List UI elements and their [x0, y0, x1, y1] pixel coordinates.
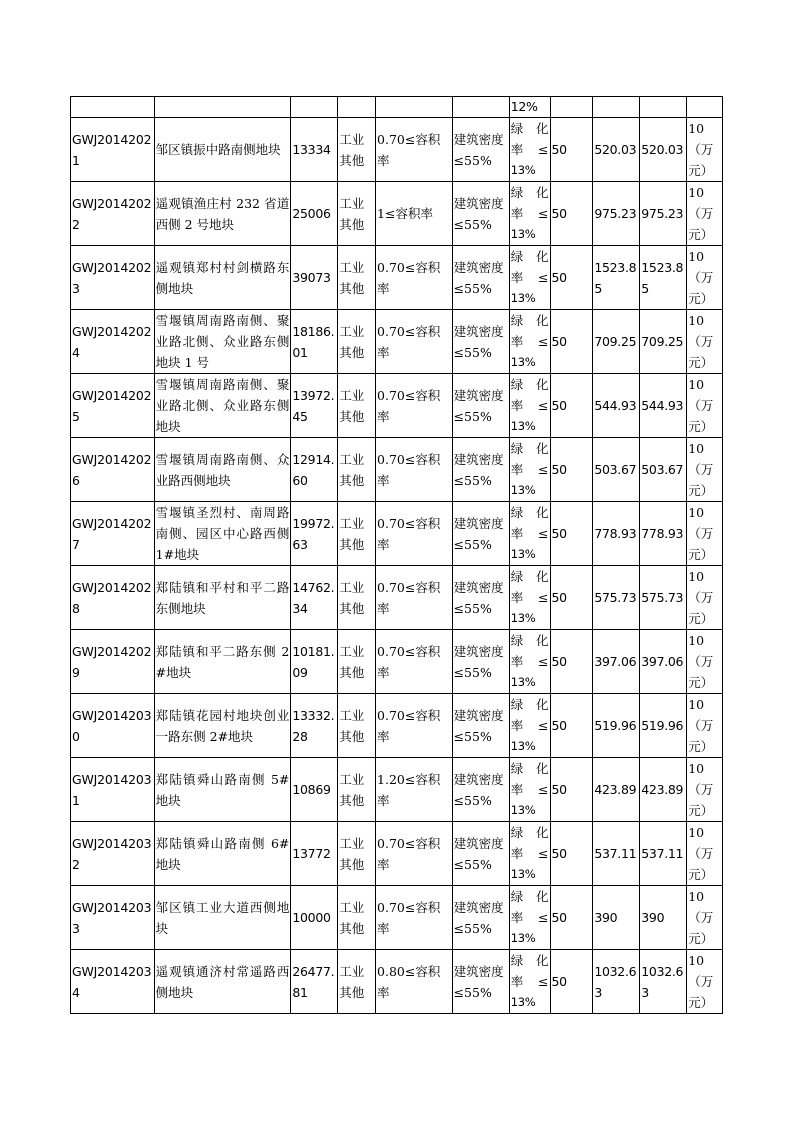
green-rate-value: 13% — [510, 355, 536, 369]
green-rate-value: 13% — [510, 867, 536, 881]
green-label-a: 绿 — [510, 249, 524, 264]
green-label-c: 率 — [510, 270, 524, 285]
parcel-area-cell: 13334 — [291, 118, 338, 182]
parcel-area-cell: 26477.81 — [291, 950, 338, 1014]
green-rate-value: 13% — [510, 611, 536, 625]
table-row — [71, 950, 723, 1014]
starting-price-cell: 397.06 — [593, 630, 640, 694]
starting-price-cell: 778.93 — [593, 502, 640, 566]
parcel-location-cell: 邹区镇振中路南侧地块 — [154, 118, 291, 182]
green-rate-value: 13% — [510, 995, 536, 1009]
term-years-cell: 50 — [550, 822, 593, 886]
building-density-cell: 建筑密度≤55% — [452, 950, 509, 1014]
plot-ratio-cell: 0.70≤容积率 — [376, 310, 453, 374]
land-use-cell: 工业其他 — [338, 758, 376, 822]
cell-empty — [550, 97, 593, 118]
parcel-area-cell: 10869 — [291, 758, 338, 822]
bid-price-cell: 1032.63 — [640, 950, 687, 1014]
parcel-code-cell: GWJ20142028 — [71, 566, 155, 630]
starting-price-cell: 709.25 — [593, 310, 640, 374]
green-label-c: 率 — [510, 334, 524, 349]
green-label-c: 率 — [510, 590, 524, 605]
building-density-cell: 建筑密度≤55% — [452, 438, 509, 502]
parcel-code-cell: GWJ20142032 — [71, 822, 155, 886]
green-label-b: 化 — [535, 825, 549, 840]
deposit-cell: 10（万元） — [687, 374, 723, 438]
term-years-cell: 50 — [550, 566, 593, 630]
deposit-cell: 10（万元） — [687, 950, 723, 1014]
parcel-location-cell: 雪堰镇周南路南侧、聚业路北侧、众业路东侧地块 — [154, 374, 291, 438]
bid-price-cell: 544.93 — [640, 374, 687, 438]
plot-ratio-cell: 0.70≤容积率 — [376, 502, 453, 566]
land-use-cell: 工业其他 — [338, 374, 376, 438]
bid-price-cell: 575.73 — [640, 566, 687, 630]
term-years-cell: 50 — [550, 630, 593, 694]
deposit-cell: 10（万元） — [687, 182, 723, 246]
plot-ratio-cell: 0.70≤容积率 — [376, 566, 453, 630]
cell-empty — [452, 97, 509, 118]
green-label-d: ≤ — [538, 846, 549, 861]
plot-ratio-cell: 0.80≤容积率 — [376, 950, 453, 1014]
table-row — [71, 118, 723, 182]
plot-ratio-cell: 1.20≤容积率 — [376, 758, 453, 822]
green-rate-cell: 12% — [509, 97, 550, 118]
green-label-b: 化 — [535, 889, 549, 904]
parcel-area-cell: 25006 — [291, 182, 338, 246]
green-label-d: ≤ — [538, 462, 549, 477]
cell-empty — [154, 97, 291, 118]
green-rate-cell — [509, 950, 550, 1014]
land-transfer-table — [70, 96, 723, 1014]
starting-price-cell: 423.89 — [593, 758, 640, 822]
green-label-a: 绿 — [510, 953, 524, 968]
green-rate-value: 13% — [510, 803, 536, 817]
plot-ratio-cell: 0.70≤容积率 — [376, 694, 453, 758]
deposit-cell: 10（万元） — [687, 502, 723, 566]
bid-price-cell: 503.67 — [640, 438, 687, 502]
parcel-code-cell: GWJ20142021 — [71, 118, 155, 182]
green-label-d: ≤ — [538, 526, 549, 541]
bid-price-cell: 520.03 — [640, 118, 687, 182]
green-rate-cell — [509, 182, 550, 246]
plot-ratio-cell: 1≤容积率 — [376, 182, 453, 246]
cell-empty — [593, 97, 640, 118]
parcel-code-cell: GWJ20142024 — [71, 310, 155, 374]
parcel-location-cell: 遥观镇郑村村剑横路东侧地块 — [154, 246, 291, 310]
green-rate-cell — [509, 566, 550, 630]
table-row — [71, 822, 723, 886]
starting-price-cell: 544.93 — [593, 374, 640, 438]
deposit-cell: 10（万元） — [687, 310, 723, 374]
table-row — [71, 630, 723, 694]
bid-price-cell: 778.93 — [640, 502, 687, 566]
green-label-d: ≤ — [538, 910, 549, 925]
green-label-c: 率 — [510, 462, 524, 477]
parcel-area-cell: 13772 — [291, 822, 338, 886]
green-label-c: 率 — [510, 654, 524, 669]
green-label-a: 绿 — [510, 313, 524, 328]
parcel-code-cell: GWJ20142026 — [71, 438, 155, 502]
green-label-d: ≤ — [538, 654, 549, 669]
green-rate-cell — [509, 374, 550, 438]
green-rate-cell — [509, 118, 550, 182]
green-rate-value: 13% — [510, 547, 536, 561]
building-density-cell: 建筑密度≤55% — [452, 182, 509, 246]
deposit-cell: 10（万元） — [687, 438, 723, 502]
green-label-a: 绿 — [510, 569, 524, 584]
parcel-location-cell: 雪堰镇周南路南侧、聚业路北侧、众业路东侧地块 1 号 — [154, 310, 291, 374]
green-label-d: ≤ — [538, 590, 549, 605]
land-use-cell: 工业其他 — [338, 822, 376, 886]
building-density-cell: 建筑密度≤55% — [452, 630, 509, 694]
table-row — [71, 374, 723, 438]
bid-price-cell: 519.96 — [640, 694, 687, 758]
term-years-cell: 50 — [550, 246, 593, 310]
green-label-a: 绿 — [510, 825, 524, 840]
building-density-cell: 建筑密度≤55% — [452, 118, 509, 182]
table-row — [71, 182, 723, 246]
green-rate-value: 13% — [510, 675, 536, 689]
land-use-cell: 工业其他 — [338, 246, 376, 310]
green-label-a: 绿 — [510, 441, 524, 456]
green-rate-cell — [509, 438, 550, 502]
term-years-cell: 50 — [550, 502, 593, 566]
parcel-code-cell: GWJ20142034 — [71, 950, 155, 1014]
green-label-b: 化 — [535, 441, 549, 456]
parcel-area-cell: 13972.45 — [291, 374, 338, 438]
green-rate-value: 13% — [510, 419, 536, 433]
green-label-c: 率 — [510, 398, 524, 413]
building-density-cell: 建筑密度≤55% — [452, 694, 509, 758]
plot-ratio-cell: 0.70≤容积率 — [376, 630, 453, 694]
term-years-cell: 50 — [550, 694, 593, 758]
term-years-cell: 50 — [550, 438, 593, 502]
green-label-c: 率 — [510, 782, 524, 797]
deposit-cell: 10（万元） — [687, 886, 723, 950]
green-label-d: ≤ — [538, 398, 549, 413]
green-label-b: 化 — [535, 249, 549, 264]
green-label-b: 化 — [535, 761, 549, 776]
table-row — [71, 758, 723, 822]
term-years-cell: 50 — [550, 758, 593, 822]
parcel-location-cell: 雪堰镇圣烈村、南周路南侧、园区中心路西侧 1#地块 — [154, 502, 291, 566]
land-use-cell: 工业其他 — [338, 566, 376, 630]
green-label-a: 绿 — [510, 889, 524, 904]
land-use-cell: 工业其他 — [338, 694, 376, 758]
cell-empty — [338, 97, 376, 118]
deposit-cell: 10（万元） — [687, 694, 723, 758]
parcel-code-cell: GWJ20142022 — [71, 182, 155, 246]
land-use-cell: 工业其他 — [338, 310, 376, 374]
table-row — [71, 886, 723, 950]
parcel-location-cell: 邹区镇工业大道西侧地块 — [154, 886, 291, 950]
plot-ratio-cell: 0.70≤容积率 — [376, 438, 453, 502]
parcel-location-cell: 遥观镇渔庄村 232 省道西侧 2 号地块 — [154, 182, 291, 246]
building-density-cell: 建筑密度≤55% — [452, 758, 509, 822]
term-years-cell: 50 — [550, 118, 593, 182]
deposit-cell: 10（万元） — [687, 246, 723, 310]
table-row-continued — [71, 97, 723, 118]
bid-price-cell: 423.89 — [640, 758, 687, 822]
green-label-d: ≤ — [538, 270, 549, 285]
green-label-b: 化 — [535, 569, 549, 584]
land-use-cell: 工业其他 — [338, 438, 376, 502]
green-label-a: 绿 — [510, 121, 524, 136]
parcel-area-cell: 39073 — [291, 246, 338, 310]
parcel-location-cell: 雪堰镇周南路南侧、众业路西侧地块 — [154, 438, 291, 502]
green-label-a: 绿 — [510, 633, 524, 648]
green-rate-cell — [509, 310, 550, 374]
deposit-cell: 10（万元） — [687, 566, 723, 630]
parcel-code-cell: GWJ20142030 — [71, 694, 155, 758]
parcel-location-cell: 遥观镇通济村常遥路西侧地块 — [154, 950, 291, 1014]
land-use-cell: 工业其他 — [338, 502, 376, 566]
green-label-a: 绿 — [510, 377, 524, 392]
plot-ratio-cell: 0.70≤容积率 — [376, 118, 453, 182]
term-years-cell: 50 — [550, 310, 593, 374]
parcel-area-cell: 10000 — [291, 886, 338, 950]
table-row — [71, 502, 723, 566]
table-body — [71, 97, 723, 1014]
parcel-code-cell: GWJ20142025 — [71, 374, 155, 438]
land-use-cell: 工业其他 — [338, 950, 376, 1014]
green-rate-cell — [509, 246, 550, 310]
parcel-code-cell: GWJ20142033 — [71, 886, 155, 950]
starting-price-cell: 537.11 — [593, 822, 640, 886]
building-density-cell: 建筑密度≤55% — [452, 374, 509, 438]
parcel-area-cell: 14762.34 — [291, 566, 338, 630]
green-label-d: ≤ — [538, 782, 549, 797]
deposit-cell: 10（万元） — [687, 822, 723, 886]
term-years-cell: 50 — [550, 950, 593, 1014]
building-density-cell: 建筑密度≤55% — [452, 246, 509, 310]
term-years-cell: 50 — [550, 886, 593, 950]
parcel-location-cell: 郑陆镇和平村和平二路东侧地块 — [154, 566, 291, 630]
parcel-code-cell: GWJ20142023 — [71, 246, 155, 310]
parcel-code-cell: GWJ20142029 — [71, 630, 155, 694]
green-label-c: 率 — [510, 206, 524, 221]
green-label-b: 化 — [535, 697, 549, 712]
starting-price-cell: 519.96 — [593, 694, 640, 758]
building-density-cell: 建筑密度≤55% — [452, 822, 509, 886]
term-years-cell: 50 — [550, 182, 593, 246]
green-label-b: 化 — [535, 313, 549, 328]
land-use-cell: 工业其他 — [338, 118, 376, 182]
green-label-c: 率 — [510, 718, 524, 733]
bid-price-cell: 390 — [640, 886, 687, 950]
bid-price-cell: 975.23 — [640, 182, 687, 246]
parcel-location-cell: 郑陆镇舜山路南侧 5#地块 — [154, 758, 291, 822]
deposit-cell: 10（万元） — [687, 118, 723, 182]
parcel-area-cell: 18186.01 — [291, 310, 338, 374]
green-rate-cell — [509, 758, 550, 822]
parcel-area-cell: 10181.09 — [291, 630, 338, 694]
green-label-c: 率 — [510, 846, 524, 861]
building-density-cell: 建筑密度≤55% — [452, 566, 509, 630]
parcel-code-cell: GWJ20142027 — [71, 502, 155, 566]
bid-price-cell: 537.11 — [640, 822, 687, 886]
land-use-cell: 工业其他 — [338, 630, 376, 694]
deposit-cell: 10（万元） — [687, 630, 723, 694]
plot-ratio-cell: 0.70≤容积率 — [376, 886, 453, 950]
green-label-a: 绿 — [510, 185, 524, 200]
green-rate-cell — [509, 822, 550, 886]
land-use-cell: 工业其他 — [338, 886, 376, 950]
starting-price-cell: 1032.63 — [593, 950, 640, 1014]
plot-ratio-cell: 0.70≤容积率 — [376, 246, 453, 310]
green-rate-value: 13% — [510, 739, 536, 753]
parcel-area-cell: 12914.60 — [291, 438, 338, 502]
cell-empty — [291, 97, 338, 118]
parcel-area-cell: 13332.28 — [291, 694, 338, 758]
starting-price-cell: 975.23 — [593, 182, 640, 246]
plot-ratio-cell: 0.70≤容积率 — [376, 374, 453, 438]
bid-price-cell: 397.06 — [640, 630, 687, 694]
green-label-b: 化 — [535, 633, 549, 648]
green-label-b: 化 — [535, 505, 549, 520]
green-rate-cell — [509, 502, 550, 566]
green-label-b: 化 — [535, 121, 549, 136]
green-label-a: 绿 — [510, 505, 524, 520]
green-label-d: ≤ — [538, 206, 549, 221]
bid-price-cell: 1523.85 — [640, 246, 687, 310]
table-row — [71, 246, 723, 310]
green-rate-cell — [509, 886, 550, 950]
parcel-code-cell: GWJ20142031 — [71, 758, 155, 822]
green-label-d: ≤ — [538, 334, 549, 349]
green-rate-cell — [509, 694, 550, 758]
table-row — [71, 438, 723, 502]
cell-empty — [687, 97, 723, 118]
building-density-cell: 建筑密度≤55% — [452, 886, 509, 950]
green-rate-cell — [509, 630, 550, 694]
green-label-b: 化 — [535, 377, 549, 392]
green-label-c: 率 — [510, 974, 524, 989]
deposit-cell: 10（万元） — [687, 758, 723, 822]
starting-price-cell: 503.67 — [593, 438, 640, 502]
building-density-cell: 建筑密度≤55% — [452, 502, 509, 566]
term-years-cell: 50 — [550, 374, 593, 438]
building-density-cell: 建筑密度≤55% — [452, 310, 509, 374]
green-label-c: 率 — [510, 526, 524, 541]
green-label-d: ≤ — [538, 142, 549, 157]
plot-ratio-cell: 0.70≤容积率 — [376, 822, 453, 886]
green-rate-value: 13% — [510, 163, 536, 177]
green-rate-value: 13% — [510, 931, 536, 945]
green-rate-value: 13% — [510, 227, 536, 241]
parcel-area-cell: 19972.63 — [291, 502, 338, 566]
green-label-a: 绿 — [510, 761, 524, 776]
green-label-d: ≤ — [538, 718, 549, 733]
green-label-b: 化 — [535, 953, 549, 968]
starting-price-cell: 575.73 — [593, 566, 640, 630]
cell-empty — [640, 97, 687, 118]
green-label-b: 化 — [535, 185, 549, 200]
table-row — [71, 566, 723, 630]
green-label-c: 率 — [510, 142, 524, 157]
starting-price-cell: 520.03 — [593, 118, 640, 182]
green-label-c: 率 — [510, 910, 524, 925]
starting-price-cell: 1523.85 — [593, 246, 640, 310]
green-label-d: ≤ — [538, 974, 549, 989]
cell-empty — [71, 97, 155, 118]
table-row — [71, 310, 723, 374]
green-rate-value: 13% — [510, 483, 536, 497]
starting-price-cell: 390 — [593, 886, 640, 950]
parcel-location-cell: 郑陆镇舜山路南侧 6#地块 — [154, 822, 291, 886]
parcel-location-cell: 郑陆镇和平二路东侧 2#地块 — [154, 630, 291, 694]
parcel-location-cell: 郑陆镇花园村地块创业一路东侧 2#地块 — [154, 694, 291, 758]
cell-empty — [376, 97, 453, 118]
bid-price-cell: 709.25 — [640, 310, 687, 374]
green-label-a: 绿 — [510, 697, 524, 712]
green-rate-value: 13% — [510, 291, 536, 305]
land-use-cell: 工业其他 — [338, 182, 376, 246]
table-row — [71, 694, 723, 758]
